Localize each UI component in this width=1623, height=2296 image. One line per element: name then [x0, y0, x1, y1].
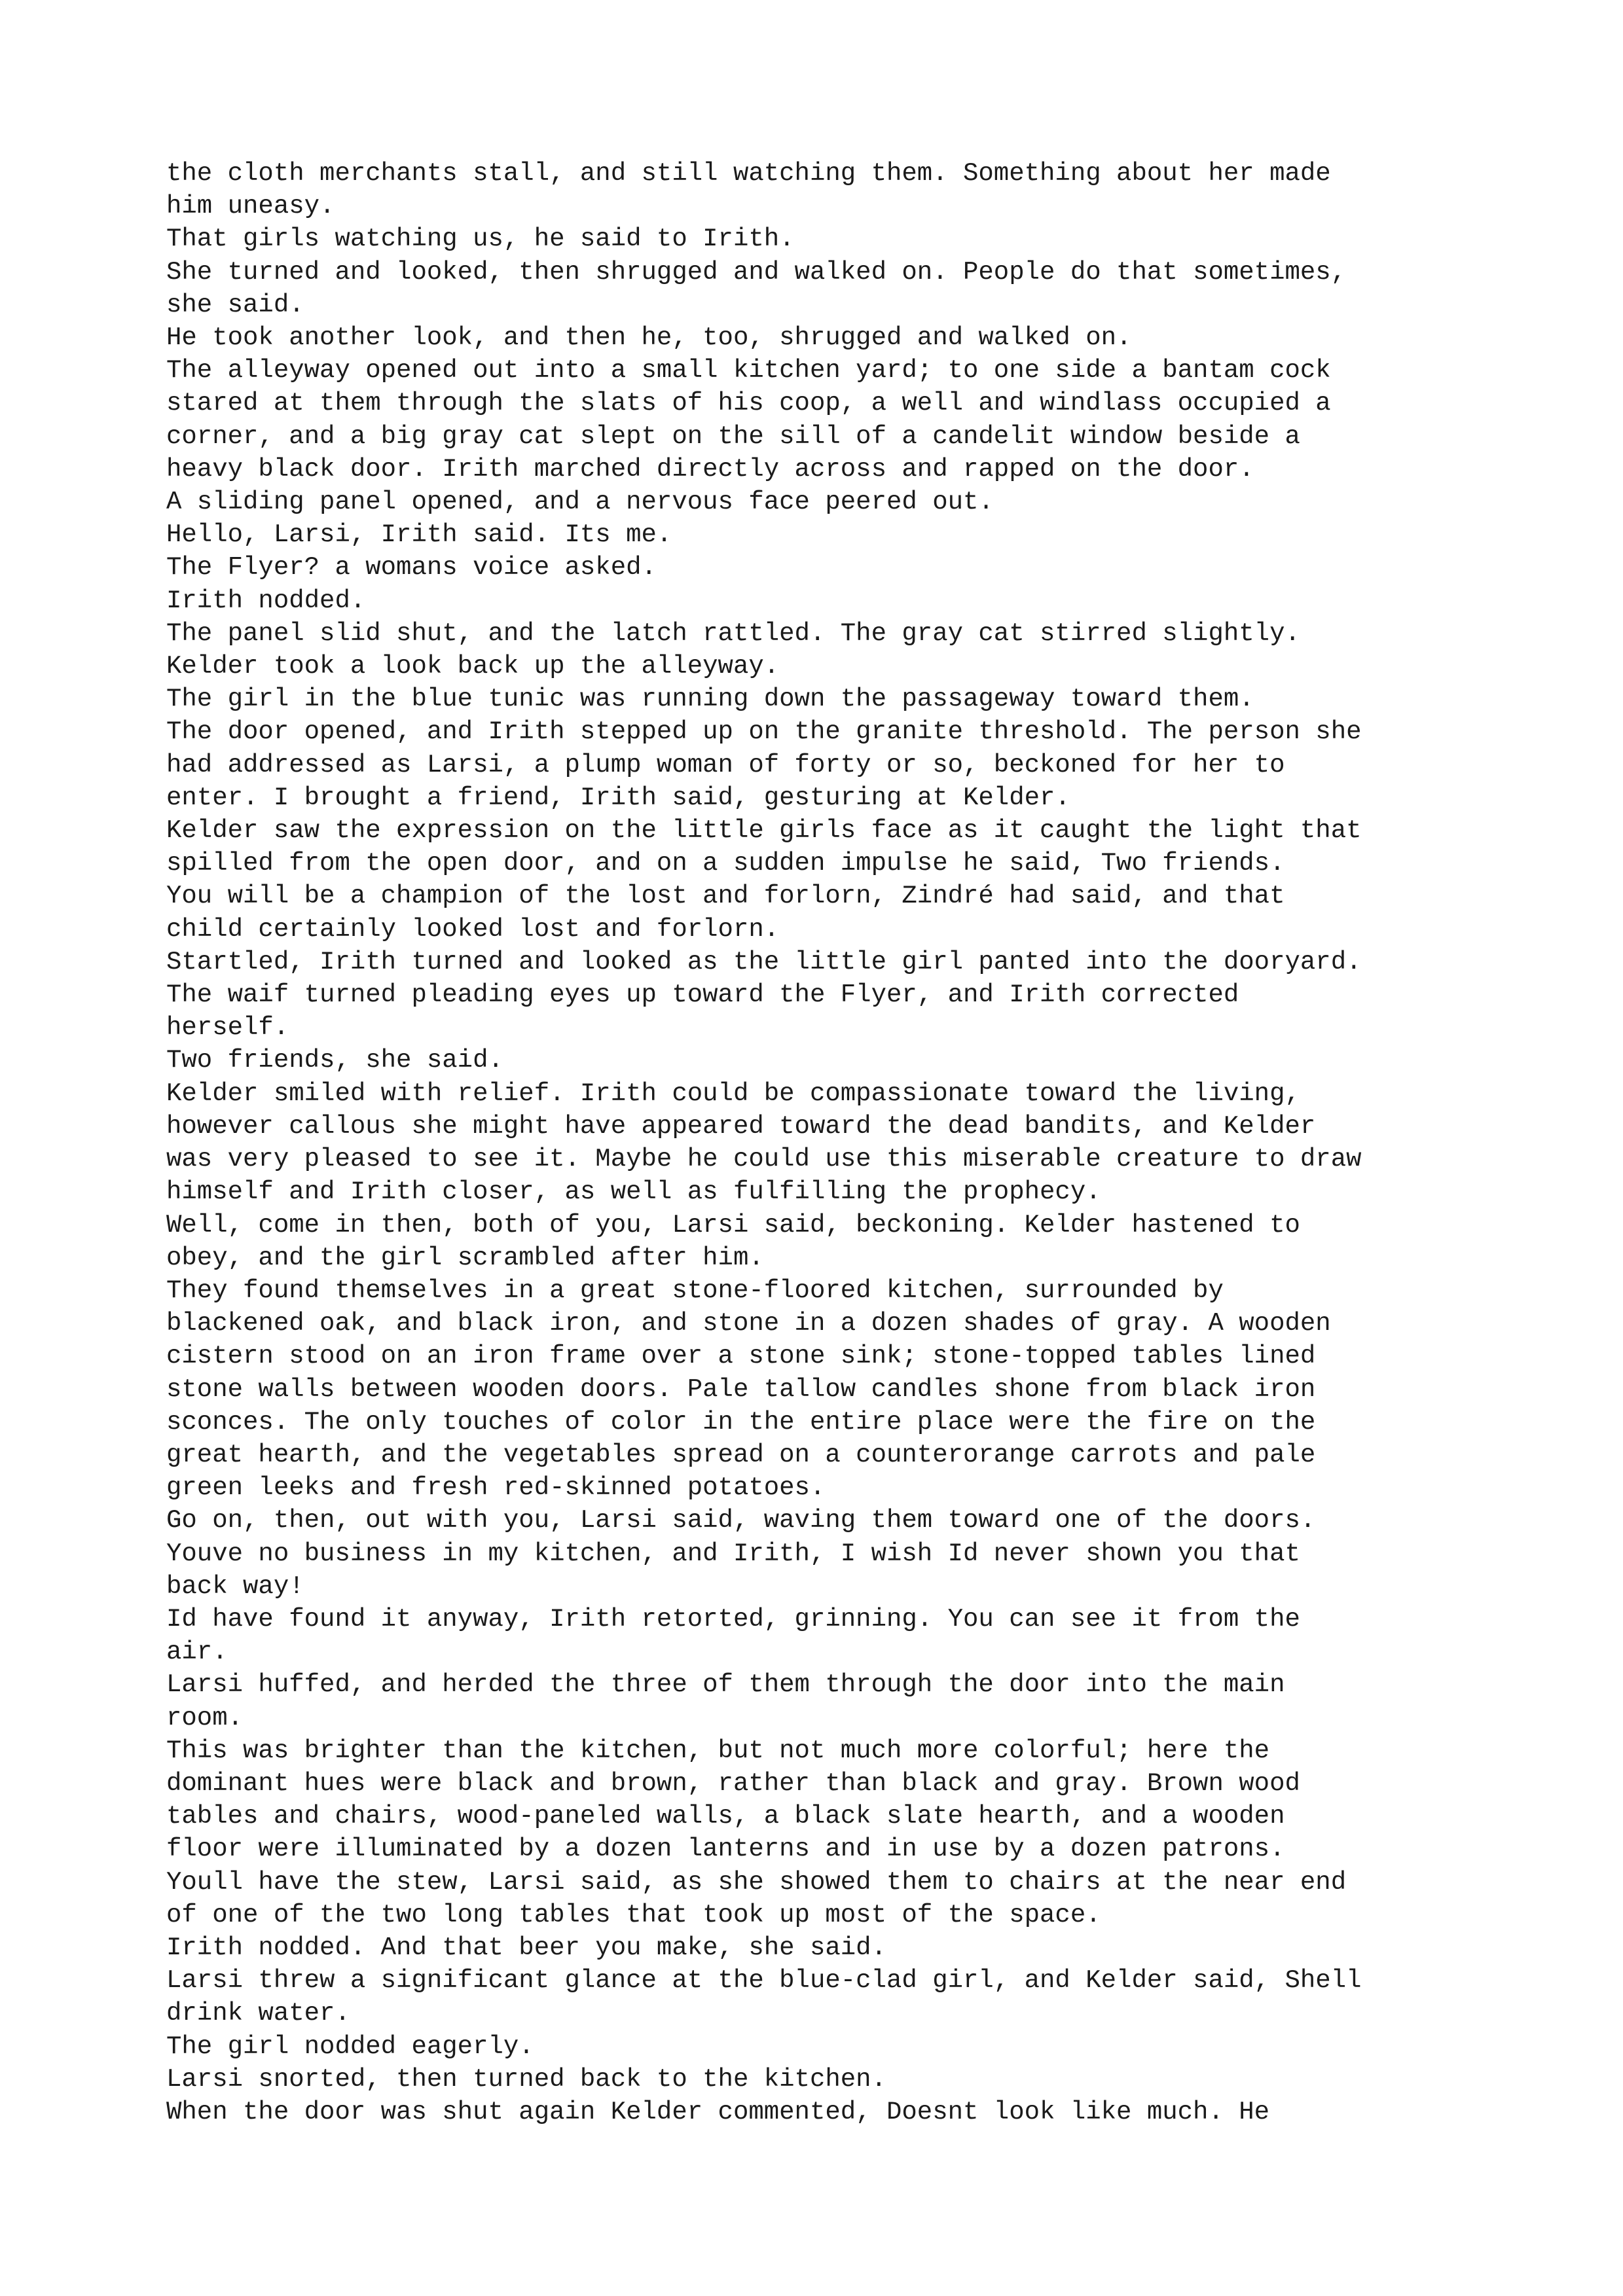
text-line: A sliding panel opened, and a nervous face peered out. — [166, 488, 994, 517]
text-line: obey, and the girl scrambled after him. — [166, 1243, 764, 1272]
text-line: corner, and a big gray cat slept on the sill of a candelit window beside a — [166, 422, 1300, 451]
text-line: she said. — [166, 290, 304, 319]
text-line: the cloth merchants stall, and still watching them. Something about her made — [166, 159, 1331, 188]
text-line: He took another look, and then he, too, shrugged and walked on. — [166, 323, 1132, 353]
text-line: drink water. — [166, 1999, 350, 2028]
text-line: The door opened, and Irith stepped up on the granite threshold. The person she — [166, 717, 1362, 747]
text-line: Go on, then, out with you, Larsi said, waving them toward one of the doors. — [166, 1506, 1316, 1535]
text-line: stone walls between wooden doors. Pale tallow candles shone from black iron — [166, 1374, 1316, 1404]
text-line: however callous she might have appeared toward the dead bandits, and Kelder — [166, 1111, 1316, 1141]
text-line: enter. I brought a friend, Irith said, gesturing at Kelder. — [166, 783, 1070, 812]
text-line: spilled from the open door, and on a sudden impulse he said, Two friends. — [166, 849, 1285, 878]
text-line: Youll have the stew, Larsi said, as she showed them to chairs at the near end — [166, 1867, 1347, 1897]
text-line: herself. — [166, 1013, 289, 1043]
text-line: dominant hues were black and brown, rather than black and gray. Brown wood — [166, 1768, 1300, 1798]
text-line: himself and Irith closer, as well as fulfilling the prophecy. — [166, 1177, 1101, 1207]
text-line: air. — [166, 1638, 228, 1667]
text-line: They found themselves in a great stone-floored kitchen, surrounded by — [166, 1276, 1224, 1305]
text-line: This was brighter than the kitchen, but not much more colorful; here the — [166, 1736, 1270, 1765]
text-line: When the door was shut again Kelder commented, Doesnt look like much. He — [166, 2097, 1270, 2126]
text-line: That girls watching us, he said to Irith. — [166, 224, 795, 254]
text-line: cistern stood on an iron frame over a stone sink; stone-topped tables lined — [166, 1342, 1316, 1371]
text-line: heavy black door. Irith marched directly across and rapped on the door. — [166, 454, 1254, 484]
text-line: back way! — [166, 1571, 304, 1601]
text-line: Irith nodded. And that beer you make, she said. — [166, 1933, 886, 1962]
text-line: was very pleased to see it. Maybe he could use this miserable creature to draw — [166, 1145, 1362, 1174]
text-line: green leeks and fresh red-skinned potatoes. — [166, 1473, 826, 1503]
text-line: Id have found it anyway, Irith retorted, grinning. You can see it from the — [166, 1604, 1300, 1634]
text-line: Well, come in then, both of you, Larsi said, beckoning. Kelder hastened to — [166, 1210, 1300, 1240]
text-line: The girl nodded eagerly. — [166, 2032, 534, 2061]
text-line: blackened oak, and black iron, and stone in a dozen shades of gray. A wooden — [166, 1309, 1331, 1338]
text-line: Irith nodded. — [166, 586, 366, 615]
text-line: Larsi threw a significant glance at the blue-clad girl, and Kelder said, Shell — [166, 1966, 1362, 1996]
text-line: The alleyway opened out into a small kitchen yard; to one side a bantam cock — [166, 356, 1331, 386]
text-line: Kelder smiled with relief. Irith could be compassionate toward the living, — [166, 1079, 1300, 1108]
text-line: Two friends, she said. — [166, 1046, 503, 1075]
text-line: room. — [166, 1703, 244, 1732]
text-line: had addressed as Larsi, a plump woman of forty or so, beckoned for her to — [166, 750, 1285, 780]
text-line: The girl in the blue tunic was running down the passageway toward them. — [166, 685, 1254, 714]
text-line: child certainly looked lost and forlorn. — [166, 914, 780, 944]
text-line: Larsi huffed, and herded the three of them through the door into the main — [166, 1670, 1285, 1700]
text-line: stared at them through the slats of his coop, a well and windlass occupied a — [166, 389, 1331, 418]
text-line: The panel slid shut, and the latch rattled. The gray cat stirred slightly. — [166, 619, 1300, 648]
body-text — [166, 157, 1476, 2128]
text-line: floor were illuminated by a dozen lanterns and in use by a dozen patrons. — [166, 1835, 1285, 1864]
text-line: The Flyer? a womans voice asked. — [166, 553, 657, 583]
text-line: sconces. The only touches of color in the entire place were the fire on the — [166, 1407, 1316, 1437]
text-line: Youve no business in my kitchen, and Irith, I wish Id never shown you that — [166, 1539, 1300, 1568]
text-line: Larsi snorted, then turned back to the kitchen. — [166, 2064, 886, 2094]
text-line: The waif turned pleading eyes up toward the Flyer, and Irith corrected — [166, 980, 1239, 1010]
text-line: She turned and looked, then shrugged and walked on. People do that sometimes, — [166, 257, 1347, 287]
text-line: You will be a champion of the lost and forlorn, Zindré had said, and that — [166, 882, 1285, 911]
text-line: Startled, Irith turned and looked as the little girl panted into the dooryard. — [166, 947, 1362, 977]
text-line: him uneasy. — [166, 192, 335, 221]
text-line: tables and chairs, wood-paneled walls, a black slate hearth, and a wooden — [166, 1802, 1285, 1831]
text-line: Hello, Larsi, Irith said. Its me. — [166, 520, 672, 550]
text-line: Kelder took a look back up the alleyway. — [166, 652, 780, 681]
text-line: great hearth, and the vegetables spread on a counterorange carrots and pale — [166, 1440, 1316, 1469]
text-line: of one of the two long tables that took up most of the space. — [166, 1900, 1101, 1929]
text-line: Kelder saw the expression on the little girls face as it caught the light that — [166, 816, 1362, 846]
